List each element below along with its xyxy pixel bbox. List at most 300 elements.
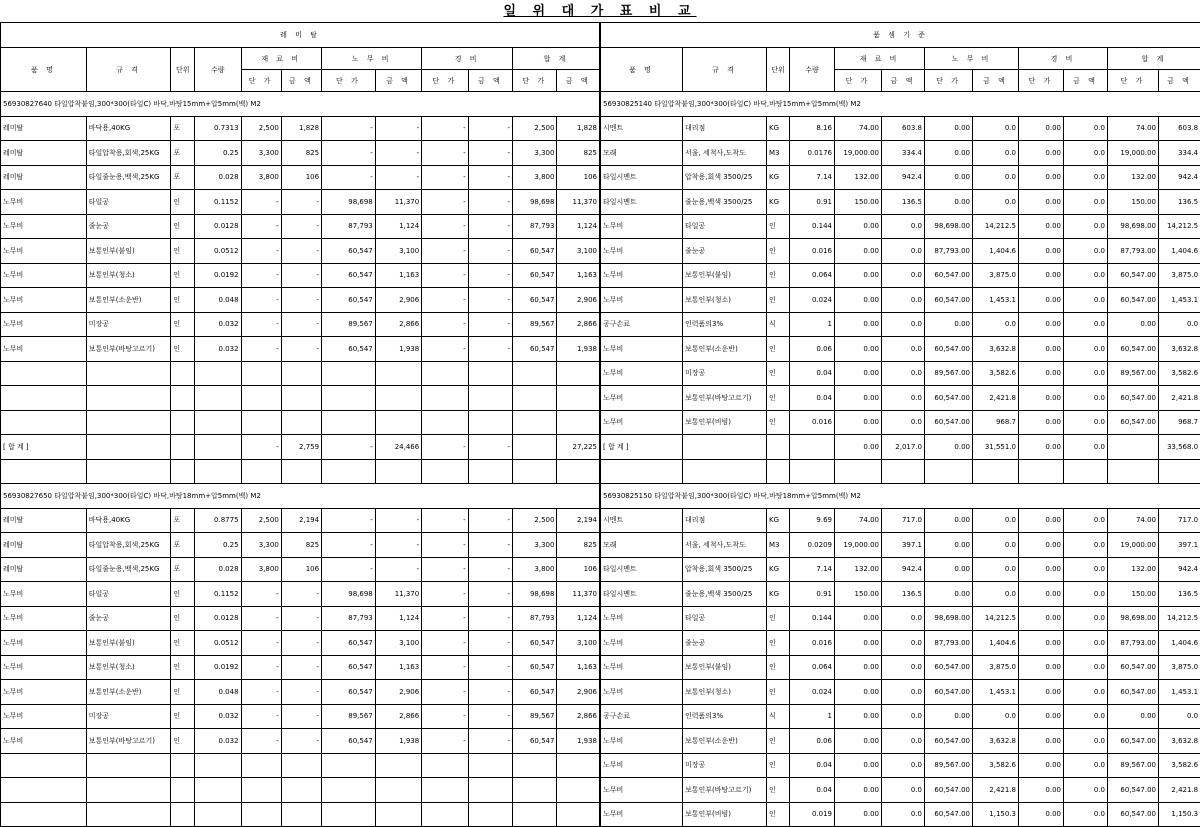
cell-name: 노무비 [601,239,683,264]
header-expense-unit-price: 단 가 [422,70,468,92]
cell-spec: 보통인부(붙임) [683,263,767,288]
cell-total-amount: 2,906 [557,288,600,313]
header-material: 재 료 비 [835,48,925,70]
table-row [1,141,600,166]
cell-labor-unit-price [322,386,376,411]
cell-qty: 0.91 [790,582,835,607]
cell-unit: KG [767,557,790,582]
cell-expense-unit-price: 0.00 [1019,582,1064,607]
cell-expense-unit-price: 0.00 [1019,410,1064,435]
cell-expense-unit-price [422,459,468,484]
cell-total-amount: 1,404.6 [1159,631,1200,656]
cell-total-amount: 14,212.5 [1159,214,1200,239]
cell-material-amount: 0.0 [882,410,925,435]
cell-name: 타일시멘트 [601,582,683,607]
cell-total-unit-price: 60,547 [513,263,557,288]
cell-total-unit-price: 98,698 [513,582,557,607]
cell-labor-unit-price: 0.00 [925,508,973,533]
cell-total-amount: 334.4 [1159,141,1200,166]
cell-material-unit-price [835,459,882,484]
cell-qty: 0.028 [195,165,241,190]
cell-material-unit-price: - [241,239,281,264]
cell-expense-amount: 0.0 [1064,704,1108,729]
header-expense: 경 비 [1019,48,1108,70]
cell-expense-amount: - [468,655,512,680]
cell-name [1,361,87,386]
section-header [1,484,600,509]
cell-unit: 포 [171,508,195,533]
header-unit: 단위 [171,48,195,92]
cell-spec: 보통인부(청소) [86,655,171,680]
table-row [601,778,1200,803]
cell-labor-unit-price: 0.00 [925,704,973,729]
cell-material-amount: 136.5 [882,190,925,215]
cell-material-amount [882,459,925,484]
cell-labor-unit-price: 60,547 [322,631,376,656]
cell-total-unit-price: 74.00 [1108,116,1159,141]
cell-expense-amount: - [468,508,512,533]
table-row [601,141,1200,166]
cell-expense-amount: - [468,704,512,729]
cell-labor-unit-price: 60,547 [322,680,376,705]
cell-unit: KG [767,190,790,215]
cell-name: 노무비 [601,729,683,754]
cell-spec: 줄눈공 [86,214,171,239]
cell-spec [86,386,171,411]
cell-expense-amount: - [468,582,512,607]
cell-labor-unit-price: - [322,165,376,190]
cell-expense-unit-price: - [422,288,468,313]
cell-material-amount [281,802,321,827]
cell-qty: 1 [790,704,835,729]
cell-expense-unit-price: - [422,116,468,141]
cell-material-unit-price: 2,500 [241,116,281,141]
cell-name: 레미탈 [1,165,87,190]
cell-total-amount: 2,421.8 [1159,386,1200,411]
cell-labor-unit-price: 98,698 [322,582,376,607]
cell-spec: 보통인부(붙임) [683,655,767,680]
cell-material-amount: 106 [281,557,321,582]
cell-material-unit-price: 0.00 [835,361,882,386]
cell-total-unit-price: 132.00 [1108,165,1159,190]
cell-spec: 미장공 [683,361,767,386]
cell-material-amount: 825 [281,533,321,558]
cell-spec: 줄눈공 [683,239,767,264]
cell-name: 노무비 [601,680,683,705]
cell-expense-unit-price: 0.00 [1019,288,1064,313]
cell-material-unit-price: - [241,582,281,607]
table-row [1,165,600,190]
cell-spec: 미장공 [86,704,171,729]
cell-expense-amount: 0.0 [1064,263,1108,288]
cell-labor-amount [375,802,421,827]
cell-expense-unit-price: 0.00 [1019,729,1064,754]
cell-unit: 인 [171,606,195,631]
cell-material-amount: - [281,729,321,754]
cell-material-amount: 0.0 [882,729,925,754]
cell-total-amount: 603.8 [1159,116,1200,141]
cell-name: 노무비 [1,312,87,337]
cell-total-amount: 3,100 [557,239,600,264]
cell-material-unit-price: 19,000.00 [835,141,882,166]
cell-total-unit-price: 89,567 [513,312,557,337]
cell-total-amount: 0.0 [1159,704,1200,729]
cell-qty: 0.144 [790,606,835,631]
cell-total-unit-price: 3,300 [513,141,557,166]
cell-name: [ 합 계 ] [601,435,683,460]
cell-labor-unit-price: 60,547.00 [925,729,973,754]
cell-labor-unit-price: 60,547.00 [925,337,973,362]
header-total: 합 계 [1108,48,1200,70]
cell-qty: 0.016 [790,239,835,264]
cell-expense-amount: 0.0 [1064,753,1108,778]
cell-material-amount: 397.1 [882,533,925,558]
table-row [601,557,1200,582]
cell-spec [86,435,171,460]
cell-unit: KG [767,165,790,190]
cell-total-unit-price [513,361,557,386]
cell-material-amount: 2,017.0 [882,435,925,460]
cell-name: 레미탈 [1,533,87,558]
cell-qty: 0.032 [195,337,241,362]
cell-total-amount: 27,225 [557,435,600,460]
cell-expense-amount: 0.0 [1064,116,1108,141]
cell-unit: 인 [171,288,195,313]
cell-labor-amount: 0.0 [973,116,1019,141]
cell-name: 노무비 [601,778,683,803]
cell-expense-unit-price: - [422,190,468,215]
cell-expense-unit-price: - [422,239,468,264]
cell-qty: 0.04 [790,778,835,803]
table-row [601,361,1200,386]
cell-material-amount: 0.0 [882,386,925,411]
cell-qty: 0.016 [790,410,835,435]
cell-qty [790,459,835,484]
cell-total-unit-price: 74.00 [1108,508,1159,533]
cell-material-unit-price: 0.00 [835,704,882,729]
section-title: 56930827650 타일압착붙임,300*300(타일C) 바닥,바탕18mm+압5mm(백) M2 [1,484,600,509]
cell-labor-amount: 2,866 [375,704,421,729]
cell-labor-amount: 0.0 [973,165,1019,190]
cell-expense-unit-price: - [422,582,468,607]
table-row [601,386,1200,411]
header-name: 품 명 [1,48,87,92]
cell-material-amount: 717.0 [882,508,925,533]
cell-total-amount: 942.4 [1159,557,1200,582]
table-row [1,508,600,533]
cell-spec: 대리점 [683,116,767,141]
cell-labor-unit-price: 60,547.00 [925,386,973,411]
section-header [1,92,600,117]
cell-material-amount [281,778,321,803]
group-title: 레 미 탈 [1,23,600,48]
cell-material-amount: 0.0 [882,337,925,362]
cell-labor-amount: 1,453.1 [973,680,1019,705]
cell-qty: 0.25 [195,141,241,166]
cell-total-unit-price [513,459,557,484]
cell-material-amount: - [281,680,321,705]
cell-expense-unit-price [422,386,468,411]
cell-labor-amount: 14,212.5 [973,214,1019,239]
table-row [1,459,600,484]
table-row [601,655,1200,680]
cell-qty: 0.048 [195,680,241,705]
cell-expense-unit-price: 0.00 [1019,655,1064,680]
cell-material-amount: - [281,606,321,631]
cell-material-unit-price: 3,300 [241,141,281,166]
cell-unit: 인 [767,778,790,803]
cell-labor-amount: 3,632.8 [973,729,1019,754]
cell-material-amount: 0.0 [882,802,925,827]
cell-material-amount: 0.0 [882,680,925,705]
cell-expense-amount [468,778,512,803]
cell-qty: 0.06 [790,337,835,362]
cell-labor-unit-price: 0.00 [925,141,973,166]
cell-total-amount: 1,163 [557,263,600,288]
cell-labor-amount: 14,212.5 [973,606,1019,631]
cell-material-amount: - [281,239,321,264]
cell-expense-unit-price: 0.00 [1019,802,1064,827]
cell-total-amount [557,361,600,386]
header-expense-unit-price: 단 가 [1019,70,1064,92]
cell-material-unit-price: 0.00 [835,263,882,288]
cell-qty: 0.1152 [195,582,241,607]
cell-spec: 보통인부(붙임) [86,631,171,656]
cell-material-amount: 0.0 [882,753,925,778]
cell-labor-amount: 11,370 [375,190,421,215]
cell-labor-unit-price: 0.00 [925,165,973,190]
cell-expense-unit-price: 0.00 [1019,190,1064,215]
page-title: 일 위 대 가 표 비 교 [503,4,696,19]
cell-material-amount: 136.5 [882,582,925,607]
table-row [1,802,600,827]
cell-total-amount: 2,194 [557,508,600,533]
cell-labor-unit-price: 60,547 [322,655,376,680]
cell-labor-unit-price: 87,793.00 [925,631,973,656]
cell-total-amount: 1,124 [557,214,600,239]
cell-material-unit-price: - [241,263,281,288]
cell-name: 노무비 [1,288,87,313]
cell-total-amount [557,386,600,411]
cell-expense-unit-price: 0.00 [1019,557,1064,582]
cell-qty: 0.0209 [790,533,835,558]
cell-material-amount: 603.8 [882,116,925,141]
cell-spec: 서울, 세척사,도착도 [683,533,767,558]
header-material: 재 료 비 [241,48,322,70]
cell-spec: 보통인부(바탕고르기) [86,337,171,362]
cell-expense-amount: - [468,288,512,313]
cell-expense-amount: 0.0 [1064,435,1108,460]
cell-qty: 0.024 [790,680,835,705]
cell-unit: 식 [767,704,790,729]
cell-labor-amount [375,753,421,778]
cell-name: 노무비 [601,337,683,362]
cell-name: 노무비 [601,753,683,778]
cell-total-unit-price: 60,547.00 [1108,263,1159,288]
cell-unit: 인 [171,263,195,288]
cell-qty: 9.69 [790,508,835,533]
cell-qty: 0.064 [790,263,835,288]
cell-expense-unit-price: - [422,704,468,729]
cell-material-amount: 0.0 [882,704,925,729]
cell-name: 시멘트 [601,508,683,533]
cell-expense-amount [1064,459,1108,484]
cell-qty: 0.032 [195,729,241,754]
header-name: 품 명 [601,48,683,92]
cell-material-unit-price: 132.00 [835,557,882,582]
cell-unit: 인 [171,631,195,656]
cell-spec: 미장공 [683,753,767,778]
cell-labor-amount [375,361,421,386]
cell-labor-amount [375,410,421,435]
header-material-amount: 금 액 [882,70,925,92]
cell-expense-unit-price: 0.00 [1019,606,1064,631]
cell-labor-amount: 2,906 [375,288,421,313]
cell-expense-amount: 0.0 [1064,582,1108,607]
cell-unit: M3 [767,141,790,166]
cell-total-unit-price: 60,547 [513,631,557,656]
cell-qty: 0.04 [790,361,835,386]
cell-expense-amount: 0.0 [1064,361,1108,386]
cell-spec: 타일공 [683,214,767,239]
cell-qty: 0.032 [195,312,241,337]
cell-spec: 줄눈공 [683,631,767,656]
section-title: 56930825140 타일압착붙임,300*300(타일C) 바닥,바탕15mm+압5mm(백) M2 [601,92,1200,117]
cell-expense-unit-price: - [422,165,468,190]
cell-material-amount: 0.0 [882,361,925,386]
cell-labor-unit-price: 98,698.00 [925,606,973,631]
table-row [601,337,1200,362]
cell-labor-amount: 2,906 [375,680,421,705]
cell-spec [86,802,171,827]
table-row [601,263,1200,288]
cell-material-amount: 106 [281,165,321,190]
cell-total-unit-price: 132.00 [1108,557,1159,582]
cell-labor-unit-price: - [322,557,376,582]
header-spec: 규 격 [86,48,171,92]
table-row [1,680,600,705]
cell-total-amount: 825 [557,533,600,558]
cell-spec: 바닥용,40KG [86,508,171,533]
cell-material-unit-price [241,778,281,803]
cell-total-amount: 3,632.8 [1159,729,1200,754]
cell-name: 노무비 [601,288,683,313]
cell-labor-amount: - [375,165,421,190]
cell-total-amount: 11,370 [557,582,600,607]
cell-unit: 인 [767,606,790,631]
cell-total-unit-price: 150.00 [1108,582,1159,607]
cell-total-amount: 3,875.0 [1159,263,1200,288]
cell-name: 노무비 [601,410,683,435]
cell-total-unit-price: 60,547 [513,239,557,264]
cell-spec: 보통인부(바탕고르기) [683,386,767,411]
cell-expense-unit-price: - [422,655,468,680]
cell-expense-unit-price: 0.00 [1019,435,1064,460]
cell-expense-amount: - [468,214,512,239]
cell-qty: 0.0128 [195,606,241,631]
cell-qty [790,435,835,460]
cell-expense-unit-price: - [422,557,468,582]
cell-expense-unit-price: - [422,435,468,460]
cell-unit: 인 [767,337,790,362]
header-labor: 노 무 비 [322,48,422,70]
cell-spec: 대리점 [683,508,767,533]
cell-material-amount: - [281,312,321,337]
cell-material-amount [281,753,321,778]
cell-name: 노무비 [601,214,683,239]
cell-expense-unit-price: 0.00 [1019,778,1064,803]
cell-labor-unit-price: 60,547.00 [925,802,973,827]
cell-unit [171,459,195,484]
cell-unit: 인 [767,386,790,411]
cell-labor-unit-price: - [322,508,376,533]
cell-expense-amount [468,410,512,435]
cell-spec: 줄눈용,백색 3500/25 [683,190,767,215]
cell-qty: 0.032 [195,704,241,729]
cell-expense-unit-price: 0.00 [1019,533,1064,558]
cell-unit: 인 [171,214,195,239]
table-row [601,680,1200,705]
cell-qty [195,361,241,386]
cell-labor-unit-price: 60,547.00 [925,778,973,803]
cell-unit: 인 [171,655,195,680]
cell-labor-unit-price: 0.00 [925,533,973,558]
header-labor-amount: 금 액 [973,70,1019,92]
cell-material-unit-price: 3,800 [241,165,281,190]
table-row [601,190,1200,215]
cell-material-amount: 942.4 [882,557,925,582]
cell-material-unit-price: 0.00 [835,655,882,680]
cell-name: [ 합 계 ] [1,435,87,460]
cell-expense-unit-price: 0.00 [1019,680,1064,705]
cell-labor-unit-price: 89,567 [322,312,376,337]
cell-name: 노무비 [601,606,683,631]
cell-material-unit-price: 0.00 [835,312,882,337]
cell-expense-unit-price: - [422,729,468,754]
cell-expense-amount: 0.0 [1064,606,1108,631]
cell-expense-unit-price: 0.00 [1019,141,1064,166]
cell-unit: 인 [171,190,195,215]
cell-labor-amount: 1,163 [375,655,421,680]
cell-labor-amount: 0.0 [973,557,1019,582]
cell-labor-unit-price: 60,547.00 [925,288,973,313]
table-row [1,239,600,264]
cell-expense-unit-price: - [422,312,468,337]
cell-material-amount: 0.0 [882,239,925,264]
cell-labor-amount: 968.7 [973,410,1019,435]
table-row [601,165,1200,190]
cell-expense-unit-price: - [422,214,468,239]
cell-material-amount: - [281,288,321,313]
cell-expense-amount: - [468,190,512,215]
cell-material-unit-price: - [241,704,281,729]
cell-material-unit-price: - [241,190,281,215]
table-row [601,533,1200,558]
cell-total-amount: 2,906 [557,680,600,705]
cell-spec [86,361,171,386]
cell-labor-unit-price: 60,547 [322,263,376,288]
cell-material-unit-price: 0.00 [835,680,882,705]
cell-unit: 인 [171,704,195,729]
cell-unit [171,753,195,778]
cell-spec: 보통인부(비빔) [683,802,767,827]
cell-unit: 인 [767,631,790,656]
cell-material-amount: - [281,582,321,607]
cell-labor-amount: - [375,508,421,533]
cell-total-amount: 33,568.0 [1159,435,1200,460]
cell-labor-amount: 1,163 [375,263,421,288]
table-row [1,631,600,656]
